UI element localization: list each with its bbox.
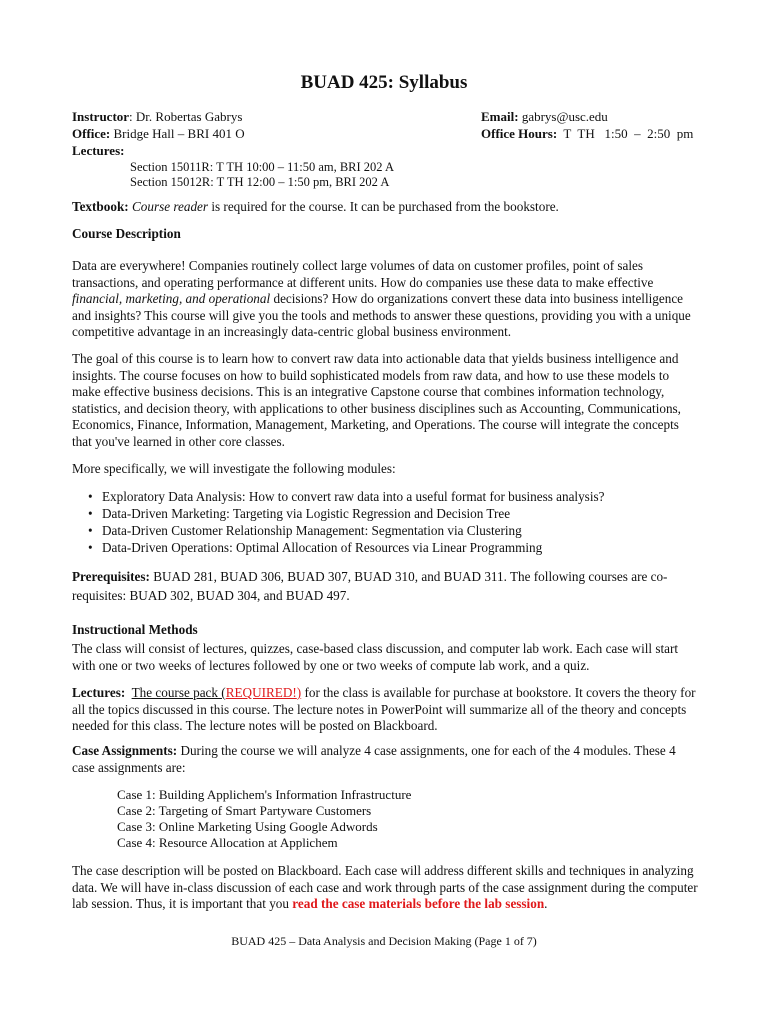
case-item: Case 1: Building Applichem's Information Infrastructure [117, 787, 412, 802]
textbook-line [72, 199, 698, 216]
bullet-icon: • [88, 523, 93, 538]
module-text: Data-Driven Customer Relationship Management: Segmentation via Clustering [102, 523, 522, 538]
lectures-paragraph [72, 685, 698, 735]
lectures-para-rest: for the class is available for purchase at bookstore. It covers the theory for all the topics discussed in this course. The lecture notes in PowerPoint will summarize all of the theory and concepts needed for this class. The lecture notes will be posted on Blackboard. [72, 685, 696, 734]
course-pack-text: The course pack ( [131, 685, 226, 700]
module-item [88, 522, 522, 539]
required-close: ) [296, 685, 302, 700]
case-description-paragraph [72, 863, 698, 913]
desc-p1-text-b: decisions? How do organizations convert these data into business intelligence and insights? This course will give you the tools and methods to answer these questions, providing you with a unique competitive advantage in an increasingly data-centric global business environment. [72, 291, 691, 340]
textbook-italic: Course reader [131, 199, 209, 214]
lectures-heading [72, 143, 124, 159]
instructor-value: : Dr. Robertas Gabrys [129, 109, 243, 124]
module-item [88, 488, 604, 505]
prereq-label: Prerequisites: [72, 569, 150, 584]
case-desc-text: The case description will be posted on Blackboard. Each case will address different skills and techniques in analyzing data. We will have in-class discussion of each case and work through parts of the case assignment during the computer lab session. Thus, it is important that you [72, 863, 698, 912]
office-value: Bridge Hall – BRI 401 O [110, 126, 245, 141]
desc-p1-text-a: Data are everywhere! Companies routinely collect large volumes of data on customer profiles, point of sales transactions, and operating performance at different units. How do companies use these data to make effective [72, 258, 654, 290]
desc-p1-italic: financial, marketing, and operational [72, 291, 271, 307]
case-item: Case 4: Resource Allocation at Applichem [117, 835, 338, 850]
description-paragraph-2: The goal of this course is to learn how to convert raw data into actionable data that yields business intelligence and insights. The course focuses on how to build sophisticated models from raw data, and how to use these models to make effective business decisions. This is an integrative Capstone course that combines information technology, statistics, and decision theory, with applications to other business disciplines such as Accounting, Communications, Economics, Finance, Information, Management, Marketing, and Operations. The course will integrate the concepts that you've learned in other core classes. [72, 351, 681, 449]
office-hours-label: Office Hours: [481, 126, 558, 141]
office-hours-line [481, 126, 693, 142]
page-title: BUAD 425: Syllabus [300, 72, 468, 93]
section-2: Section 15012R: T TH 12:00 – 1:50 pm, BRI 202 A [130, 175, 390, 189]
module-text: Data-Driven Marketing: Targeting via Logistic Regression and Decision Tree [102, 506, 511, 521]
email-line [481, 109, 608, 125]
email-value[interactable]: gabrys@usc.edu [518, 109, 608, 124]
textbook-rest: is required for the course. It can be purchased from the bookstore. [208, 199, 559, 214]
required-emphasis: REQUIRED! [225, 685, 297, 700]
email-label: Email: [481, 109, 519, 124]
lectures-label: Lectures: [72, 143, 125, 158]
section-1: Section 15011R: T TH 10:00 – 11:50 am, BRI 202 A [130, 160, 395, 174]
case-item: Case 3: Online Marketing Using Google Adwords [117, 819, 378, 834]
office-line [72, 126, 245, 142]
case-assignments-paragraph [72, 743, 698, 776]
instructor-line [72, 109, 242, 125]
page-footer: BUAD 425 – Data Analysis and Decision Making (Page 1 of 7) [231, 934, 537, 948]
bullet-icon: • [88, 489, 93, 504]
instructor-label: Instructor [72, 109, 130, 124]
bullet-icon: • [88, 506, 93, 521]
instructional-methods-heading: Instructional Methods [72, 622, 198, 637]
case-assign-text: During the course we will analyze 4 case assignments, one for each of the 4 modules. These 4 case assignments are: [72, 743, 676, 775]
description-paragraph-1 [72, 258, 698, 341]
modules-intro: More specifically, we will investigate the following modules: [72, 461, 396, 476]
module-text: Exploratory Data Analysis: How to convert raw data into a useful format for business analysis? [102, 489, 605, 504]
case-item: Case 2: Targeting of Smart Partyware Customers [117, 803, 372, 818]
module-item [88, 539, 542, 556]
prerequisites [72, 567, 698, 605]
bullet-icon: • [88, 540, 93, 555]
course-description-heading: Course Description [72, 226, 181, 241]
module-item [88, 505, 510, 522]
prereq-text: BUAD 281, BUAD 306, BUAD 307, BUAD 310, and BUAD 311. The following courses are co-requisites: BUAD 302, BUAD 304, and BUAD 497. [72, 569, 668, 603]
office-label: Office: [72, 126, 111, 141]
case-desc-emphasis: read the case materials before the lab session [292, 896, 545, 912]
case-assign-label: Case Assignments: [72, 743, 178, 758]
textbook-label: Textbook: [72, 199, 129, 214]
module-text: Data-Driven Operations: Optimal Allocation of Resources via Linear Programming [102, 540, 543, 555]
instructional-methods-text: The class will consist of lectures, quizzes, case-based class discussion, and computer lab work. Each case will start with one or two weeks of lectures followed by one or two weeks of compute lab work, and a quiz. [72, 641, 679, 673]
office-hours-value: T TH 1:50 – 2:50 pm [557, 126, 694, 141]
lectures-para-label: Lectures: [72, 685, 126, 700]
case-desc-end: . [544, 896, 548, 912]
